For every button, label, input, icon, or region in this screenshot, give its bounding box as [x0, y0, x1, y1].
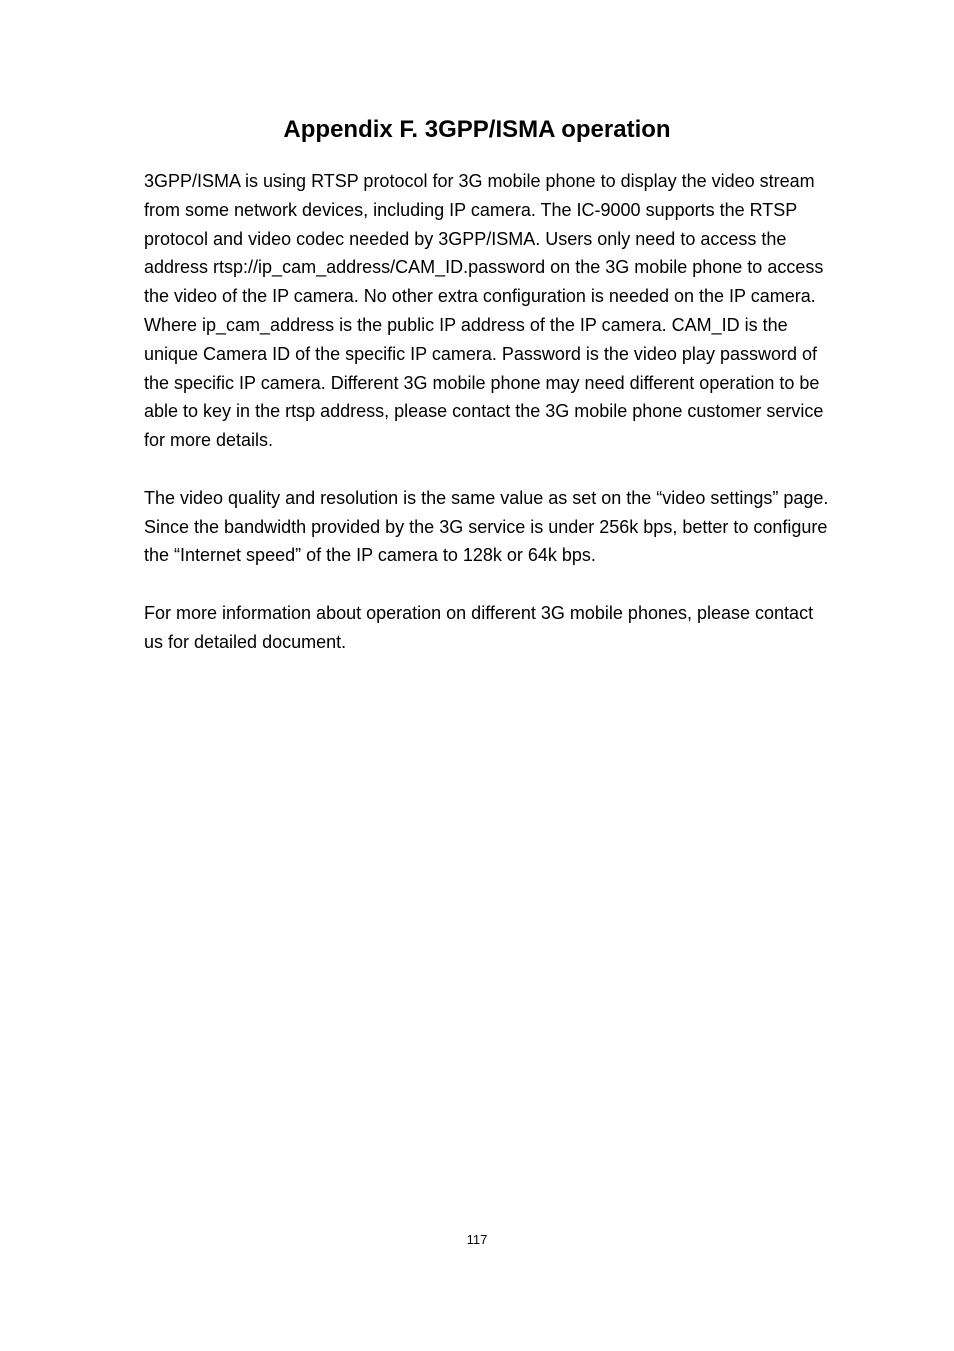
paragraph-rtsp-overview: 3GPP/ISMA is using RTSP protocol for 3G mobile phone to display the video stream from some network devices, including IP camera. The IC-9000 supports the RTSP protocol and video codec needed by 3GPP/ISMA. Users only need to access the address rtsp://ip_cam_address/CAM_ID.password on the 3G mobile phone to access the video of the IP camera. No other extra configuration is needed on the IP camera. Where ip_cam_address is the public IP address of the IP camera. CAM_ID is the unique Camera ID of the specific IP camera. Password is the video play password of the specific IP camera. Different 3G mobile phone may need different operation to be able to key in the rtsp address, please contact the 3G mobile phone customer service for more details. [144, 171, 824, 451]
page-number: 117 [466, 1232, 488, 1247]
paragraph-more-information: For more information about operation on different 3G mobile phones, please contact us for detailed document. [144, 602, 814, 652]
paragraph-video-quality: The video quality and resolution is the same value as set on the “video settings” page. Since the bandwidth provided by the 3G service is under 256k bps, better to configure the “Internet speed” of the IP camera to 128k or 64k bps. [144, 487, 829, 566]
body-text [144, 167, 834, 685]
page-title: Appendix F. 3GPP/ISMA operation [283, 116, 671, 143]
